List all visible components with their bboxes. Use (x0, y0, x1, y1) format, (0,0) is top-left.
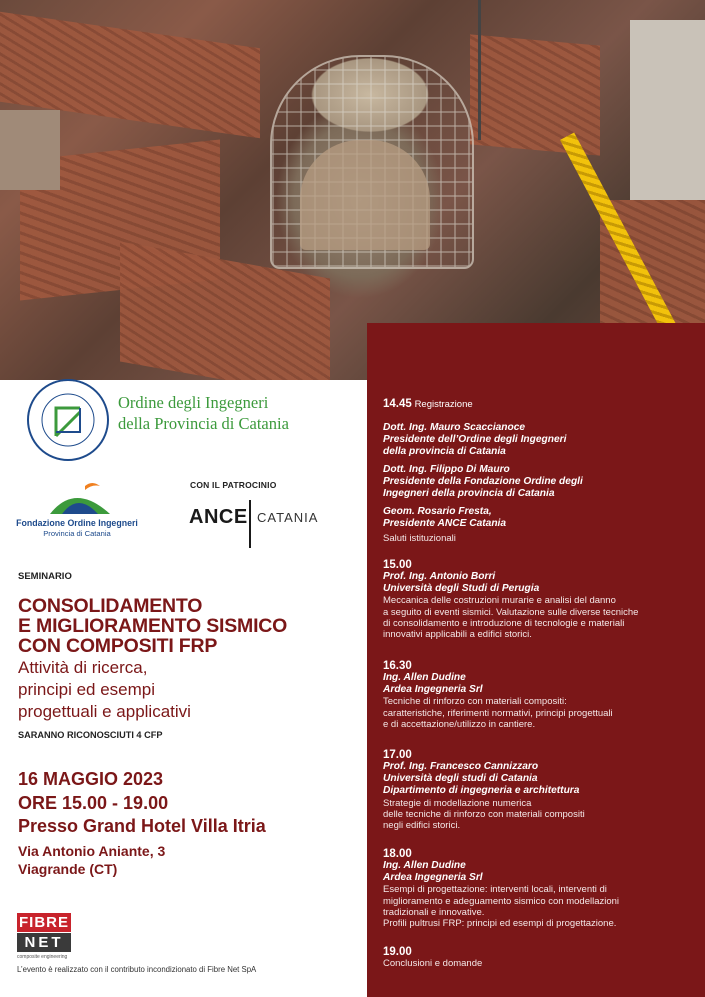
session-desc-line: di consolidamento e introduzione di tecnologie e materiali (383, 617, 625, 629)
event-kind: SEMINARIO (18, 571, 72, 582)
registration-time: 14.45 (383, 398, 412, 410)
damaged-dome (300, 140, 430, 250)
session-desc-line: Strategie di modellazione numerica (383, 797, 532, 809)
session-affiliation: Università degli Studi di Perugia (383, 583, 540, 595)
session-time: 19.00 (383, 946, 412, 958)
session-desc-line: Meccanica delle costruzioni murarie e analisi del danno (383, 595, 616, 607)
session-department: Dipartimento di ingegneria e architettura (383, 785, 580, 797)
fondazione-logo (30, 478, 130, 518)
fondazione-sub: Provincia di Catania (43, 529, 111, 538)
session-1500 (383, 559, 638, 640)
event-date: 16 MAGGIO 2023 (18, 769, 164, 789)
session-1700 (383, 749, 585, 831)
ance-city: CATANIA (257, 510, 319, 525)
session-desc-line: a seguito di eventi sismici. Valutazione sulle diverse tecniche (383, 606, 639, 618)
session-desc-line: tradizionali e innovative. (383, 906, 485, 918)
title-line-2: E MIGLIORAMENTO SISMICO (18, 615, 288, 637)
greeting-2-line-1: Dott. Ing. Filippo Di Mauro (383, 464, 510, 475)
session-desc-line: miglioramento e adeguamento sismico con modellazioni (383, 895, 620, 907)
fibre-net-logo-top: FIBRE (19, 914, 69, 931)
greeting-3 (383, 506, 506, 530)
ance-divider (249, 500, 251, 548)
crane-cable (478, 0, 481, 140)
session-desc-line: Esempi di progettazione: interventi locali, interventi di (383, 884, 607, 896)
session-speaker: Prof. Ing. Antonio Borri (383, 571, 496, 582)
ordine-line-2: della Provincia di Catania (118, 414, 289, 433)
session-desc-line: caratteristiche, riferimenti normativi, principi progettuali (383, 707, 613, 719)
greeting-2-line-2: Presidente della Fondazione Ordine degli (383, 476, 583, 488)
session-desc-line: delle tecniche di rinforzo con materiali compositi (383, 808, 585, 820)
session-affiliation: Ardea Ingegneria Srl (383, 684, 483, 696)
subtitle-line-3: progettuali e applicativi (18, 702, 191, 721)
session-speaker: Prof. Ing. Francesco Cannizzaro (383, 761, 539, 772)
cfp-note: SARANNO RICONOSCIUTI 4 CFP (18, 730, 163, 740)
greeting-1 (383, 422, 566, 459)
session-desc-line: Conclusioni e domande (383, 958, 483, 969)
session-1900 (383, 946, 482, 969)
session-affiliation: Università degli studi di Catania (383, 773, 538, 785)
event-street: Via Antonio Aniante, 3 (18, 843, 166, 859)
ordine-name (118, 392, 289, 434)
fibre-net-logo-bottom: NET (17, 933, 71, 952)
patrocinio-label: CON IL PATROCINIO (190, 480, 277, 490)
greeting-3-line-1: Geom. Rosario Fresta, (383, 506, 492, 517)
greeting-2-line-3: Ingegneri della provincia di Catania (383, 488, 555, 500)
session-time: 17.00 (383, 749, 412, 761)
session-desc-line: negli edifici storici. (383, 820, 461, 832)
building-wall (630, 20, 705, 200)
title-line-1: CONSOLIDAMENTO (18, 595, 203, 617)
session-desc-line: innovativi applicabili a edifici storici. (383, 629, 532, 641)
event-venue: Presso Grand Hotel Villa Itria (18, 816, 266, 836)
fondazione-name: Fondazione Ordine Ingegneri (16, 518, 138, 528)
greeting-1-line-2: Presidente dell’Ordine degli Ingegneri (383, 434, 567, 446)
session-desc-line: Tecniche di rinforzo con materiali compositi: (383, 696, 567, 708)
event-town: Viagrande (CT) (18, 861, 118, 877)
sponsor-footnote: L’evento è realizzato con il contributo incondizionato di Fibre Net SpA (17, 965, 257, 974)
registration-row (383, 398, 473, 411)
fibre-net-tagline: composite engineering (17, 954, 68, 960)
session-desc-line: e di accettazione/utilizzo in cantiere. (383, 718, 536, 730)
session-1630 (383, 660, 613, 730)
session-time: 18.00 (383, 848, 412, 860)
registration-label: Registrazione (414, 399, 473, 410)
greetings-label: Saluti istituzionali (383, 533, 456, 544)
greeting-1-line-1: Dott. Ing. Mauro Scaccianoce (383, 422, 526, 433)
ance-logo-text: ANCE (189, 506, 248, 528)
ordine-line-1: Ordine degli Ingegneri (118, 393, 269, 412)
session-affiliation: Ardea Ingegneria Srl (383, 872, 483, 884)
building-wall (0, 110, 60, 190)
greeting-2 (383, 464, 583, 501)
event-hours: ORE 15.00 - 19.00 (18, 793, 169, 813)
subtitle-line-1: Attività di ricerca, (18, 658, 148, 677)
session-speaker: Ing. Allen Dudine (383, 672, 466, 683)
ordine-seal-logo (26, 378, 110, 462)
roof-texture (470, 34, 600, 155)
title-line-3: CON COMPOSITI FRP (18, 635, 218, 657)
greeting-3-line-2: Presidente ANCE Catania (383, 518, 507, 530)
session-time: 15.00 (383, 559, 412, 571)
session-1800 (383, 848, 619, 929)
subtitle-line-2: principi ed esempi (18, 680, 156, 699)
session-time: 16.30 (383, 660, 412, 672)
session-speaker: Ing. Allen Dudine (383, 860, 466, 871)
greeting-1-line-3: della provincia di Catania (383, 446, 506, 458)
session-desc-line: Profili pultrusi FRP: principi ed esempi di progettazione. (383, 918, 617, 930)
